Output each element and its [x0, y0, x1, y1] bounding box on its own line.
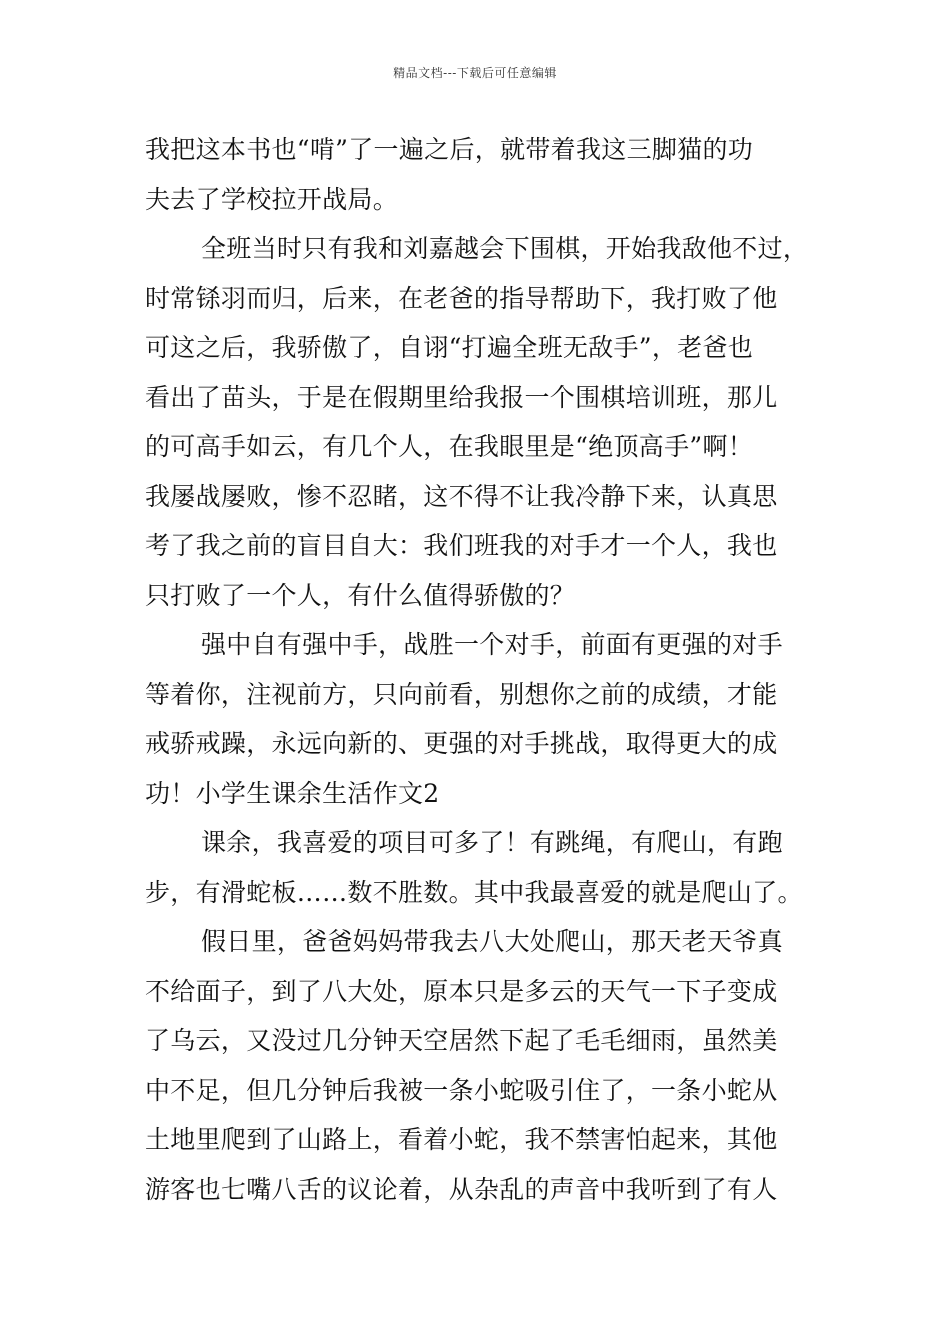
text-line: 戒骄戒躁，永远向新的、更强的对手挑战，取得更大的成 [145, 729, 778, 758]
text-line: 的可高手如云，有几个人，在我眼里是“绝顶高手”啊！ [145, 432, 754, 461]
text-line: 可这之后，我骄傲了，自诩“打遍全班无敌手”，老爸也 [145, 333, 754, 362]
document-body [145, 125, 835, 1214]
page-header: 精品文档---下载后可任意编辑 [393, 66, 557, 80]
text-line: 中不足，但几分钟后我被一条小蛇吸引住了，一条小蛇从 [145, 1075, 778, 1105]
text-line: 游客也七嘴八舌的议论着，从杂乱的声音中我听到了有人 [145, 1174, 778, 1204]
text-line: 步，有滑蛇板……数不胜数。其中我最喜爱的就是爬山了。 [145, 877, 803, 907]
text-line: 夫去了学校拉开战局。 [145, 184, 399, 214]
text-line: 我屡战屡败，惨不忍睹，这不得不让我冷静下来，认真思 [145, 481, 778, 511]
text-line: 不给面子，到了八大处，原本只是多云的天气一下子变成 [145, 976, 778, 1006]
text-line: 功！小学生课余生活作文2 [145, 778, 440, 808]
text-line: 考了我之前的盲目自大：我们班我的对手才一个人，我也 [145, 531, 778, 560]
text-line: 时常铩羽而归，后来，在老爸的指导帮助下，我打败了他 [145, 283, 778, 313]
text-line: 只打败了一个人，有什么值得骄傲的？ [145, 580, 576, 610]
text-line: 强中自有强中手，战胜一个对手，前面有更强的对手 [201, 630, 783, 659]
text-line: 假日里，爸爸妈妈带我去八大处爬山，那天老天爷真 [201, 927, 783, 956]
text-line: 全班当时只有我和刘嘉越会下围棋，开始我敌他不过， [201, 234, 809, 263]
text-line: 课余，我喜爱的项目可多了！有跳绳，有爬山，有跑 [201, 828, 783, 857]
text-line: 我把这本书也“啃”了一遍之后，就带着我这三脚猫的功 [145, 135, 754, 164]
text-line: 了乌云，又没过几分钟天空居然下起了毛毛细雨，虽然美 [145, 1026, 778, 1055]
text-line: 看出了苗头，于是在假期里给我报一个围棋培训班，那儿 [145, 382, 778, 412]
text-line: 等着你，注视前方，只向前看，别想你之前的成绩，才能 [145, 679, 778, 709]
text-line: 土地里爬到了山路上，看着小蛇，我不禁害怕起来，其他 [145, 1125, 778, 1154]
